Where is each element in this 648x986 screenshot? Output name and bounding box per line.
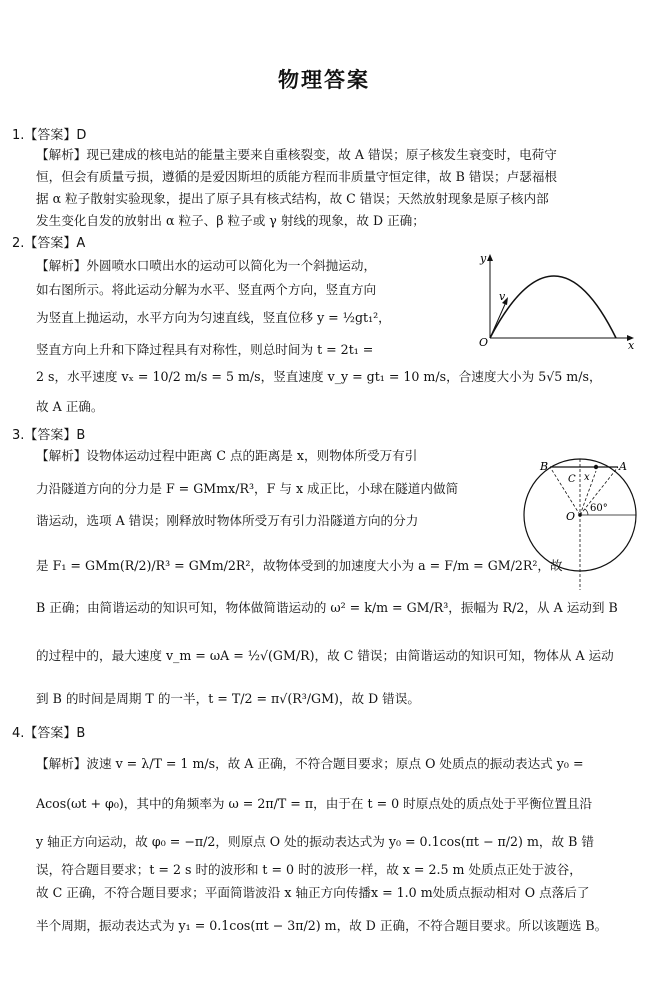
q1-answer-label: 【答案】: [24, 128, 77, 143]
q1-text: 现已建成的核电站的能量主要来自重核裂变，故 A 错误；原子核发生衰变时，电荷守: [86, 147, 557, 162]
q2-answer-label: 【答案】: [24, 236, 77, 251]
label-o: O: [566, 510, 576, 523]
q2-line-1: [36, 255, 376, 277]
label-x: x: [584, 472, 590, 483]
q4-line-2: Acos(ωt + φ₀)，其中的角频率为 ω = 2π/T = π，由于在 t = 0 时原点处的质点处于平衡位置且沿: [36, 796, 593, 811]
q2-answer: A: [76, 236, 86, 251]
q1-answer: D: [76, 128, 87, 143]
q4-line-1: [36, 753, 584, 775]
q2-line-6: 故 A 正确。: [36, 399, 104, 414]
label-a: A: [619, 460, 627, 473]
velocity-arrow: [490, 302, 506, 338]
velocity-label: v: [499, 290, 506, 303]
q2-header: [12, 232, 85, 251]
q3-line-2: 力沿隧道方向的分力是 F = GMmx/R³，F 与 x 成正比，小球在隧道内做简: [36, 481, 459, 496]
page-title: 物理答案: [278, 68, 370, 92]
q3-line-3: 谐运动，选项 A 错误；刚释放时物体所受万有引力沿隧道方向的分力: [36, 513, 419, 528]
q3-line-7: 到 B 的时间是周期 T 的一半，t = T/2 = π√(R³/GM)，故 D 错误。: [36, 691, 420, 706]
q2-line-4: 竖直方向上升和下降过程具有对称性，则总时间为 t = 2t₁ =: [36, 342, 374, 357]
q1-line-1: [36, 144, 557, 166]
q4-answer: B: [76, 726, 86, 741]
q3-line-1: [36, 445, 417, 467]
label-b: B: [540, 460, 549, 473]
projectile-diagram: [476, 250, 638, 350]
q2-analysis-label: 【解析】: [36, 258, 87, 273]
label-c: C: [568, 474, 576, 485]
origin-label: O: [479, 336, 489, 349]
q3-header: [12, 424, 85, 443]
q1-line-3: 据 α 粒子散射实验现象，提出了原子具有核式结构，故 C 错误；天然放射现象是原子核内部: [36, 191, 549, 206]
q1-analysis-label: 【解析】: [36, 147, 87, 162]
q4-number: 4.: [12, 726, 25, 741]
q2-line-2: 如右图所示。将此运动分解为水平、竖直两个方向，竖直方向: [36, 282, 377, 297]
trajectory-curve: [490, 276, 616, 338]
q3-answer: B: [76, 428, 86, 443]
q1-header: [12, 124, 86, 143]
q2-line-5: 2 s，水平速度 vₓ = 10/2 m/s = 5 m/s，竖直速度 v_y = gt₁ = 10 m/s，合速度大小为 5√5 m/s，: [36, 369, 602, 384]
q4-line-3: y 轴正方向运动，故 φ₀ = −π/2，则原点 O 处的振动表达式为 y₀ = 0.1cos(πt − π/2) m，故 B 错: [36, 834, 594, 849]
q2-text: 外圆喷水口喷出水的运动可以简化为一个斜抛运动，: [86, 258, 377, 273]
ball: [594, 465, 598, 469]
q1-line-4: 发生变化自发的放射出 α 粒子、β 粒子或 γ 射线的现象，故 D 正确；: [36, 213, 425, 228]
q3-text: 设物体运动过程中距离 C 点的距离是 x，则物体所受万有引: [86, 448, 418, 463]
q3-analysis-label: 【解析】: [36, 448, 87, 463]
q4-text: 波速 v = λ/T = 1 m/s，故 A 正确，不符合题目要求；原点 O 处质点的振动表达式 y₀ =: [86, 756, 584, 771]
y-label: y: [480, 252, 487, 265]
earth-tunnel-diagram: [520, 450, 646, 600]
q4-line-4: 误，符合题目要求；t = 2 s 时的波形和 t = 0 时的波形一样，故 x = 2.5 m 处质点正处于波谷，: [36, 862, 582, 877]
angle-arc: [585, 509, 588, 515]
center-point: [578, 513, 582, 517]
q4-line-5: 故 C 正确，不符合题目要求；平面简谐波沿 x 轴正方向传播x = 1.0 m处质点振动相对 O 点落后了: [36, 885, 590, 900]
q1-line-2: 恒，但会有质量亏损，遵循的是爱因斯坦的质能方程而非质量守恒定律，故 B 错误；卢瑟福根: [36, 169, 558, 184]
q3-line-6: 的过程中的，最大速度 v_m = ωA = ½√(GM/R)，故 C 错误；由简谐运动的知识可知，物体从 A 运动: [36, 648, 614, 663]
q3-number: 3.: [12, 428, 25, 443]
q4-analysis-label: 【解析】: [36, 756, 87, 771]
angle-label: 60°: [590, 503, 608, 514]
q1-number: 1.: [12, 128, 25, 143]
y-axis-arrow: [487, 254, 493, 261]
q3-answer-label: 【答案】: [24, 428, 77, 443]
q2-line-3: 为竖直上抛运动，水平方向为匀速直线，竖直位移 y = ½gt₁²，: [36, 310, 391, 325]
q4-header: [12, 722, 85, 741]
q4-line-6: 半个周期，振动表达式为 y₁ = 0.1cos(πt − 3π/2) m，故 D 正确，不符合题目要求。所以该题选 B。: [36, 918, 608, 933]
q3-line-4: 是 F₁ = GMm(R/2)/R³ = GMm/2R²，故物体受到的加速度大小为 a = F/m = GM/2R²，故: [36, 558, 563, 573]
q2-number: 2.: [12, 236, 25, 251]
q4-answer-label: 【答案】: [24, 726, 77, 741]
q3-line-5: B 正确；由简谐运动的知识可知，物体做简谐运动的 ω² = k/m = GM/R³，振幅为 R/2，从 A 运动到 B: [36, 600, 618, 615]
x-label: x: [628, 339, 635, 350]
